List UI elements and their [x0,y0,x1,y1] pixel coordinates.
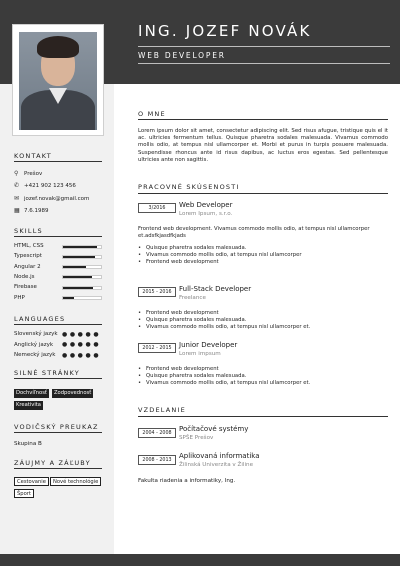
person-name: ING. JOZEF NOVÁK [138,22,312,40]
job-company: Lorem Ipsum, s.r.o. [179,211,233,217]
list-item: • Quisque pharetra sodales malesuada. [138,245,388,252]
email-icon: ✉ [14,195,20,202]
experience-title: PRACOVNÉ SKÚSENOSTI [138,183,240,191]
list-item: • Quisque pharetra sodales malesuada. [138,373,388,380]
contact-email[interactable]: ✉ jozef.novak@gmail.com [14,195,90,202]
calendar-icon: ▦ [14,207,20,214]
education-note: Fakulta riadenia a informatiky, Ing. [138,478,236,484]
skill-name: Angular 2 [14,263,41,270]
skill-name: Typescript [14,253,42,260]
job-title: Web Developer [179,201,233,209]
languages-divider [14,324,102,325]
skill-bar-fill [63,276,92,278]
contact-location: ⚲ Prešov [14,170,43,177]
strength-tag: Zodpovednosť [54,390,92,396]
list-item: • Vivamus commodo mollis odio, at tempus nisl ullamcorper et. [138,324,388,331]
skill-bar-fill [63,246,97,248]
skill-bar [62,255,102,259]
education-title: VZDELANIE [138,406,186,414]
language-level-dots: ●●●●● [62,330,102,338]
location-pin-icon: ⚲ [14,170,19,177]
experience-divider [138,193,388,194]
strengths-title: SILNÉ STRÁNKY [14,369,80,377]
job-bullets [138,245,388,267]
license-value: Skupina B [14,441,42,447]
job-date: 2015 - 2016 [138,287,176,297]
job-title: Junior Developer [179,341,238,349]
skill-name: Node.js [14,273,35,280]
skill-name: PHP [14,294,25,301]
skills-title: SKILLS [14,227,43,235]
skill-bar-fill [63,287,93,289]
language-level-dots: ●●●●● [62,341,102,348]
job-description: Frontend web development. Vivamus commodo mollis odio, at tempus nisl ullamcorper et.adsfkjasdfkjads [138,226,370,239]
contact-divider [14,161,102,162]
education-school: SPŠE Prešov [179,435,214,441]
list-item: • Vivamus commodo mollis odio, at tempus nisl ullamcorper [138,252,388,259]
languages-title: LANGUAGES [14,315,66,323]
job-bullets [138,310,388,332]
job-company: Freelance [179,295,206,301]
skill-name: HTML, CSS [14,243,44,249]
header-divider-bottom [138,63,390,64]
skills-divider [14,236,102,237]
job-bullets [138,366,388,388]
skill-bar-fill [63,297,74,299]
skill-bar [62,265,102,269]
license-divider [14,432,102,433]
hobby-tag: Cestovanie [14,477,49,486]
language-name: Nemecký jazyk [14,352,56,358]
skill-bar [62,296,102,300]
contact-title: KONTAKT [14,152,52,160]
hobbies-title: ZÁUJMY A ZÁĽUBY [14,459,91,467]
job-title: Full-Stack Developer [179,285,252,293]
education-school: Žilinská Univerzita v Žiline [179,462,254,468]
job-role: WEB DEVELOPER [138,51,226,60]
skill-bar-fill [63,256,95,258]
job-date: 2012 - 2015 [138,343,176,353]
skill-bar [62,286,102,290]
language-name: Anglický jazyk [14,341,54,348]
list-item: • Quisque pharetra sodales malesuada. [138,317,388,324]
header-divider-top [138,46,390,47]
contact-phone: ✆ +421 902 123 456 [14,182,76,189]
profile-photo [19,32,97,130]
phone-icon: ✆ [14,182,20,189]
job-company: Lorem impsum [179,351,221,357]
list-item: • Frontend web development [138,366,388,373]
education-title-item: Počítačové systémy [179,425,249,433]
footer-bar [0,554,400,566]
education-divider [138,416,388,417]
job-date: 3/2016 [138,203,176,213]
list-item: • Frontend web development [138,259,388,266]
language-name: Slovenský jazyk [14,331,58,337]
strength-tag: Dochvíľnosť [16,390,47,396]
hobby-tag: Šport [14,489,34,498]
skill-bar [62,245,102,249]
education-date: 2008 - 2013 [138,455,176,465]
list-item: • Frontend web development [138,310,388,317]
strength-tag: Kreativita [16,402,41,408]
about-title: O MNE [138,110,166,118]
about-divider [138,119,388,120]
hobbies-divider [14,468,102,469]
skill-bar [62,275,102,279]
about-text: Lorem ipsum dolor sit amet, consectetur adipiscing elit. Sed risus afugue, tristique quis el it ac. ultricies fermentum tellus. Quisque pharetra sodales malesuada. Vivamus commodo mollis odio, at tempus nisl ullamcorper et. Morbi et purus in turpis posuere malesuada. Suspendisse rhoncus ante id risus dapibus, ac luctus eros egestas. Sed pellentesque ultricies ante non sagittis. [138,128,388,163]
hobby-tag: Nové technológie [50,477,101,486]
skill-name: Firebase [14,284,37,291]
strengths-divider [14,378,102,379]
language-level-dots: ●●●●● [62,351,102,359]
education-date: 2004 - 2008 [138,428,176,438]
education-title-item: Aplikovaná informatika [179,452,260,460]
license-title: VODIČSKÝ PREUKAZ [14,423,99,431]
list-item: • Vivamus commodo mollis odio, at tempus nisl ullamcorper et. [138,380,388,387]
skill-bar-fill [63,266,86,268]
contact-birthdate: ▦ 7.6.1989 [14,207,49,214]
